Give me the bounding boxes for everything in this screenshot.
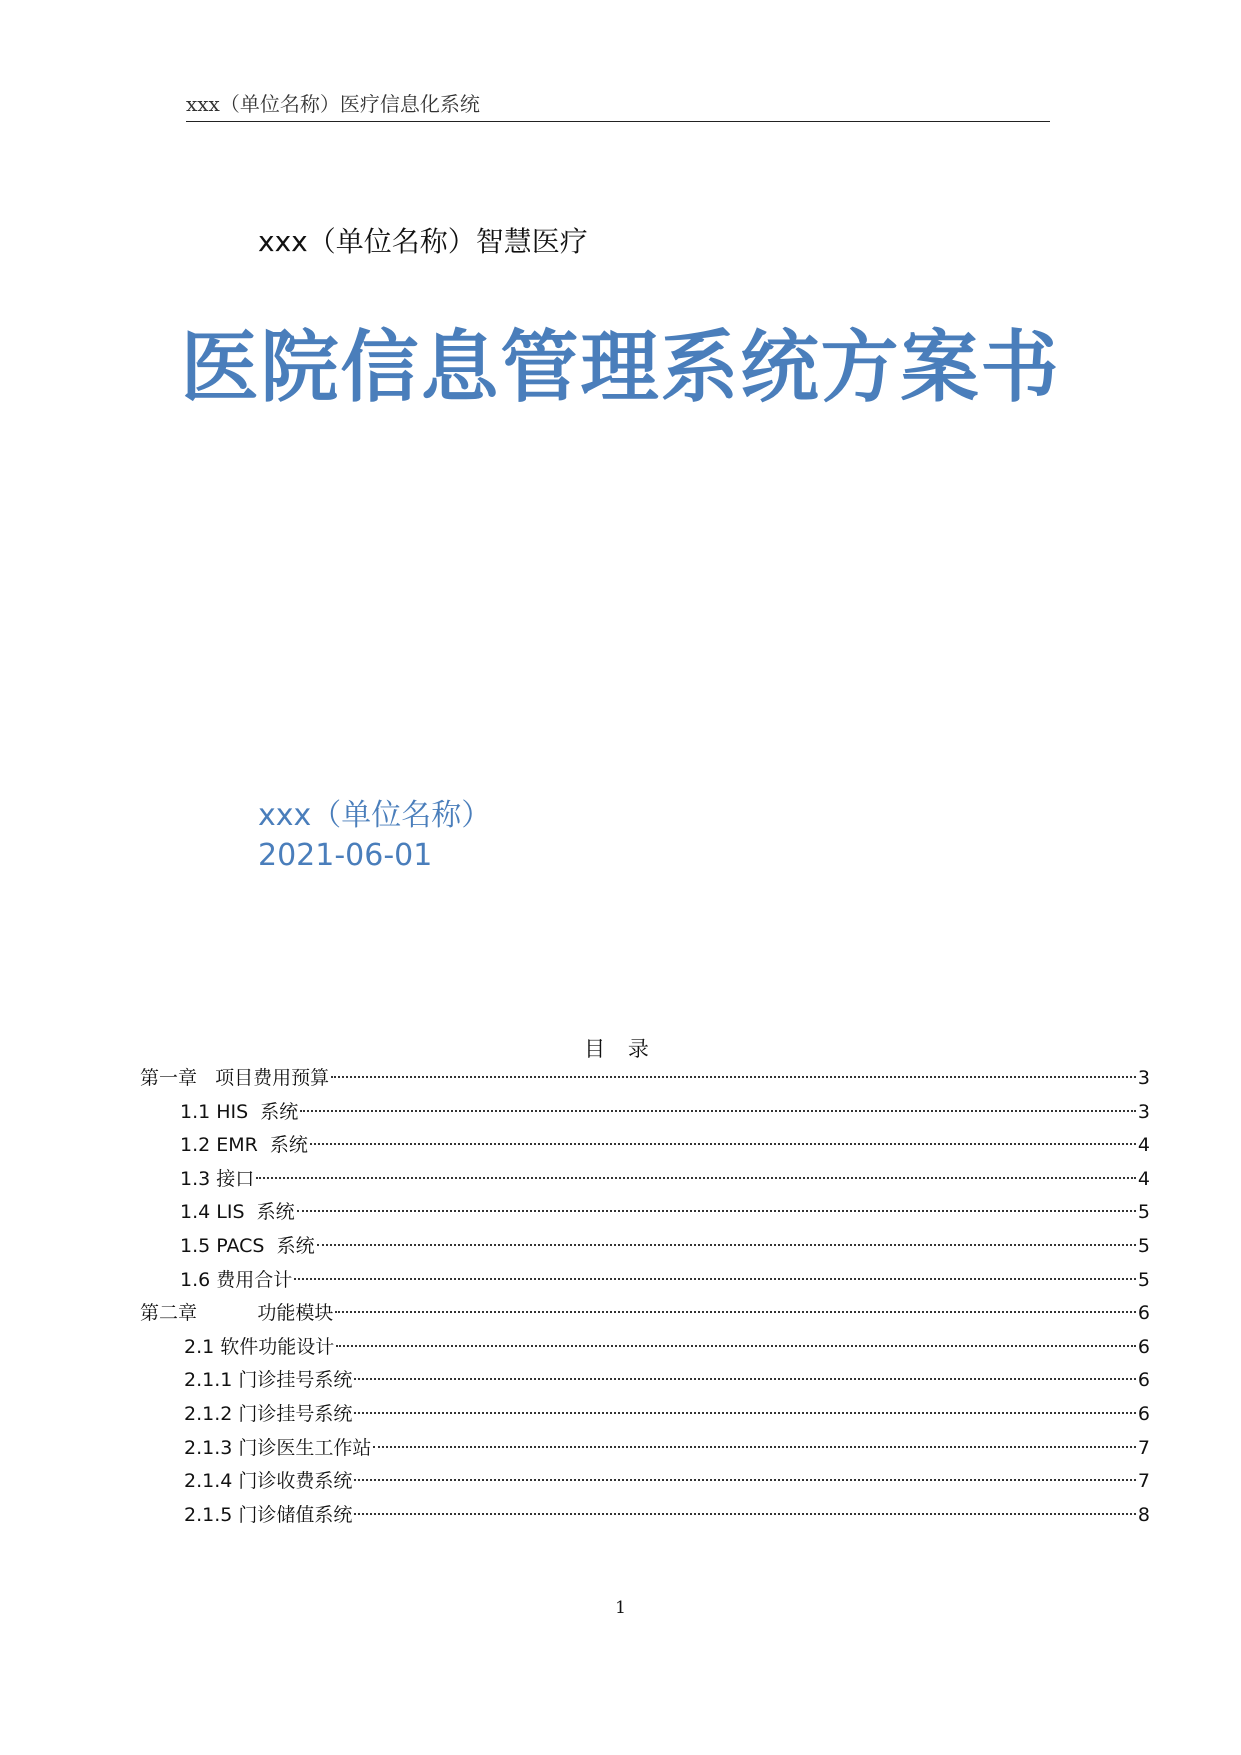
toc-entry[interactable] xyxy=(140,1364,1150,1398)
toc-entry-page: 4 xyxy=(1137,1167,1150,1190)
cover-subtitle: xxx（单位名称）智慧医疗 xyxy=(258,225,588,258)
page-number: 1 xyxy=(615,1598,626,1618)
toc-entry-label: 2.1 软件功能设计 xyxy=(184,1335,335,1358)
toc-entry[interactable] xyxy=(140,1398,1150,1432)
toc-entry[interactable] xyxy=(140,1331,1150,1365)
toc-entry-label: 2.1.3 门诊医生工作站 xyxy=(184,1436,372,1459)
toc-dot-leader xyxy=(354,1412,1136,1414)
toc-entry-label: 1.2 EMR 系统 xyxy=(180,1134,308,1157)
toc-entry-page: 8 xyxy=(1137,1503,1150,1526)
toc-entry[interactable] xyxy=(140,1062,1150,1096)
toc-dot-leader xyxy=(354,1479,1136,1481)
toc-entry[interactable] xyxy=(140,1163,1150,1197)
toc-entry[interactable] xyxy=(140,1297,1150,1331)
toc-dot-leader xyxy=(310,1143,1136,1145)
toc-entry[interactable] xyxy=(140,1096,1150,1130)
toc-dot-leader xyxy=(317,1244,1136,1246)
toc-entry-page: 7 xyxy=(1137,1436,1150,1459)
toc-dot-leader xyxy=(336,1345,1136,1347)
toc-entry-label: 2.1.4 门诊收费系统 xyxy=(184,1470,353,1493)
toc-entry[interactable] xyxy=(140,1264,1150,1298)
toc-entry[interactable] xyxy=(140,1432,1150,1466)
toc-entry[interactable] xyxy=(140,1129,1150,1163)
toc-entry-label: 1.3 接口 xyxy=(180,1167,255,1190)
toc-dot-leader xyxy=(373,1446,1136,1448)
toc-dot-leader xyxy=(294,1278,1136,1280)
toc-dot-leader xyxy=(335,1311,1136,1313)
cover-organization: xxx（单位名称） xyxy=(258,798,492,833)
toc-entry-page: 5 xyxy=(1137,1234,1150,1257)
toc-dot-leader xyxy=(354,1378,1136,1380)
toc-entry-page: 3 xyxy=(1137,1067,1150,1089)
toc-entry-label: 2.1.1 门诊挂号系统 xyxy=(184,1369,353,1392)
toc-entry-label: 2.1.2 门诊挂号系统 xyxy=(184,1402,353,1425)
toc-entry-label: 1.4 LIS 系统 xyxy=(180,1201,295,1224)
running-header: xxx（单位名称）医疗信息化系统 xyxy=(186,88,1050,122)
toc-list xyxy=(140,1062,1150,1532)
toc-heading: 目 录 xyxy=(584,1037,657,1061)
toc-entry-label: 1.6 费用合计 xyxy=(180,1268,293,1291)
toc-entry-label: 第二章 功能模块 xyxy=(140,1302,334,1325)
toc-entry-page: 3 xyxy=(1137,1100,1150,1123)
toc-dot-leader xyxy=(354,1513,1136,1515)
toc-dot-leader xyxy=(331,1076,1136,1078)
toc-entry-page: 6 xyxy=(1137,1335,1150,1358)
toc-entry[interactable] xyxy=(140,1499,1150,1533)
toc-entry-page: 6 xyxy=(1137,1302,1150,1325)
toc-entry-page: 5 xyxy=(1137,1268,1150,1291)
toc-entry-page: 7 xyxy=(1137,1470,1150,1493)
toc-entry[interactable] xyxy=(140,1196,1150,1230)
toc-dot-leader xyxy=(256,1177,1136,1179)
toc-entry-label: 1.5 PACS 系统 xyxy=(180,1234,315,1257)
toc-dot-leader xyxy=(297,1210,1136,1212)
toc-entry[interactable] xyxy=(140,1230,1150,1264)
toc-entry-page: 4 xyxy=(1137,1134,1150,1157)
toc-entry-page: 6 xyxy=(1137,1402,1150,1425)
toc-entry-label: 第一章 项目费用预算 xyxy=(140,1067,330,1089)
toc-entry-page: 6 xyxy=(1137,1369,1150,1392)
toc-entry-label: 2.1.5 门诊储值系统 xyxy=(184,1503,353,1526)
toc-entry[interactable] xyxy=(140,1465,1150,1499)
toc-entry-label: 1.1 HIS 系统 xyxy=(180,1100,299,1123)
toc-dot-leader xyxy=(300,1110,1136,1112)
cover-title: 医院信息管理系统方案书 xyxy=(180,323,1061,413)
cover-date: 2021-06-01 xyxy=(258,838,433,873)
toc-entry-page: 5 xyxy=(1137,1201,1150,1224)
